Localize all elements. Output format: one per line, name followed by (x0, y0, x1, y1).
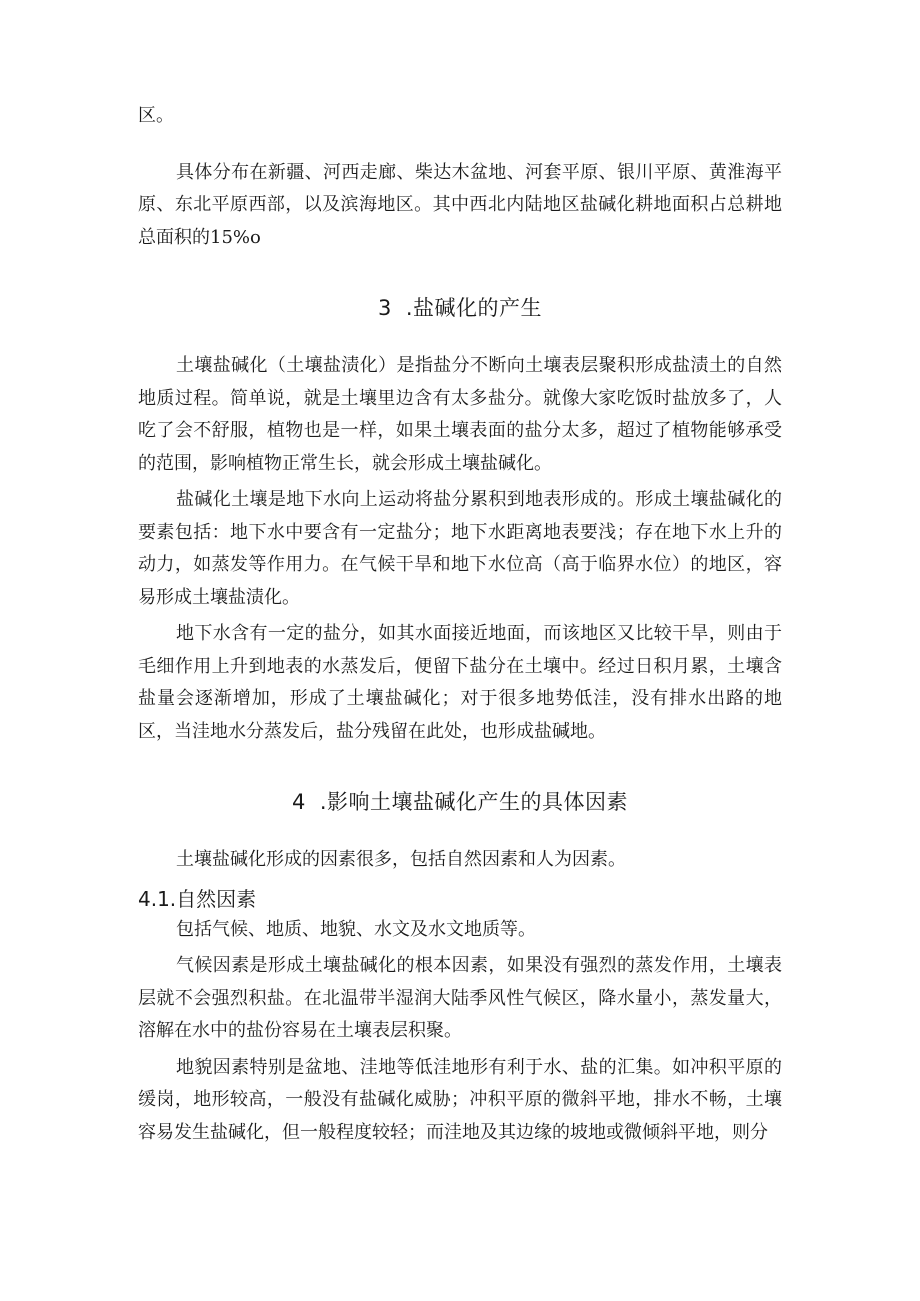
paragraph: 土壤盐碱化（土壤盐渍化）是指盐分不断向土壤表层聚积形成盐渍土的自然地质过程。简单说，就是土壤里边含有太多盐分。就像大家吃饭时盐放多了，人吃了会不舒服，植物也是一样，如果土壤表面的盐分太多，超过了植物能够承受的范围，影响植物正常生长，就会形成土壤盐碱化。 (138, 355, 782, 474)
section-title: .盐碱化的产生 (405, 296, 543, 320)
section-title: .影响土壤盐碱化产生的具体因素 (319, 790, 629, 814)
section-heading-3 (138, 292, 782, 322)
section-heading-4 (138, 786, 782, 816)
paragraph: 区。 (138, 105, 174, 126)
section-number: 4 (291, 790, 306, 814)
document-page (138, 100, 782, 1149)
paragraph: 地下水含有一定的盐分，如其水面接近地面，而该地区又比较干旱，则由于毛细作用上升到地表的水蒸发后，便留下盐分在土壤中。经过日积月累，土壤含盐量会逐渐增加，形成了土壤盐碱化；对于很多地势低洼，没有排水出路的地区，当洼地水分蒸发后，盐分残留在此处，也形成盐碱地。 (138, 623, 782, 742)
paragraph: 土壤盐碱化形成的因素很多，包括自然因素和人为因素。 (176, 849, 626, 870)
paragraph: 包括气候、地质、地貌、水文及水文地质等。 (176, 918, 536, 940)
paragraph: 地貌因素特别是盆地、洼地等低洼地形有利于水、盐的汇集。如冲积平原的缓岗，地形较高，一般没有盐碱化威胁；冲积平原的微斜平地，排水不畅，土壤容易发生盐碱化，但一般程度较轻；而洼地及其边缘的坡地或微倾斜平地，则分 (138, 1056, 782, 1143)
section-number: 3 (377, 296, 392, 320)
paragraph: 具体分布在新疆、河西走廊、柴达木盆地、河套平原、银川平原、黄淮海平原、东北平原西部，以及滨海地区。其中西北内陆地区盐碱化耕地面积占总耕地总面积的15%o (138, 161, 782, 248)
subsection-heading-4-1: 4.1.自然因素 (138, 886, 257, 911)
paragraph: 盐碱化土壤是地下水向上运动将盐分累积到地表形成的。形成土壤盐碱化的要素包括：地下水中要含有一定盐分；地下水距离地表要浅；存在地下水上升的动力，如蒸发等作用力。在气候干旱和地下水位高（高于临界水位）的地区，容易形成土壤盐渍化。 (138, 489, 782, 608)
paragraph: 气候因素是形成土壤盐碱化的根本因素，如果没有强烈的蒸发作用，土壤表层就不会强烈积盐。在北温带半湿润大陆季风性气候区，降水量小，蒸发量大，溶解在水中的盐份容易在土壤表层积聚。 (138, 955, 782, 1041)
